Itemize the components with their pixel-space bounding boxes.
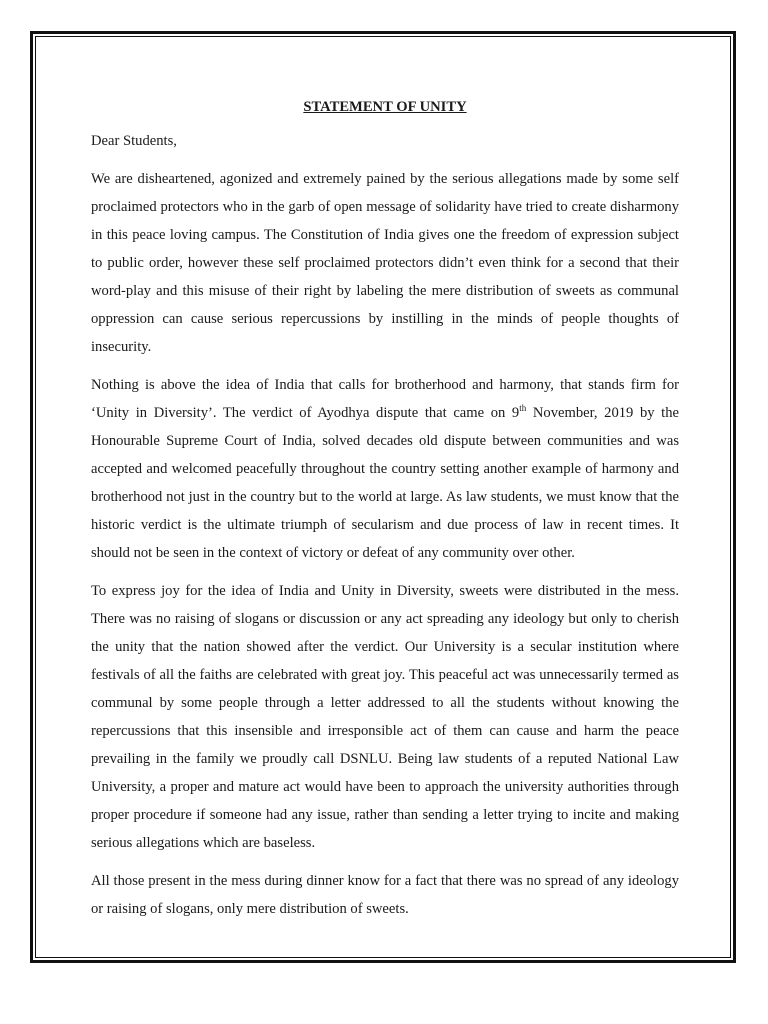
- document-body: [91, 93, 679, 933]
- document-title: STATEMENT OF UNITY: [303, 99, 467, 115]
- paragraph-2: [91, 371, 679, 567]
- salutation: Dear Students,: [91, 133, 177, 149]
- paragraph-1: We are disheartened, agonized and extremely pained by the serious allegations made by some self proclaimed protectors who in the garb of open message of solidarity have tried to create disharmony in this peace loving campus. The Constitution of India gives one the freedom of expression subject to public order, however these self proclaimed protectors didn’t even think for a second that their word-play and this misuse of their right by labeling the mere distribution of sweets as communal oppression can cause serious repercussions by instilling in the minds of people thoughts of insecurity.: [91, 171, 679, 355]
- paragraph-3: To express joy for the idea of India and Unity in Diversity, sweets were distributed in the mess. There was no raising of slogans or discussion or any act spreading any ideology but only to cherish the unity that the nation showed after the verdict. Our University is a secular institution where festivals of all the faiths are celebrated with great joy. This peaceful act was unnecessarily termed as communal by some people through a letter addressed to all the students without knowing the repercussions that this insensible and irresponsible act of them can cause and harm the peace prevailing in the family we proudly call DSNLU. Being law students of a reputed National Law University, a proper and mature act would have been to approach the university authorities through proper procedure if someone had any issue, rather than sending a letter trying to incite and making serious allegations which are baseless.: [91, 583, 679, 851]
- ordinal-suffix: th: [519, 403, 527, 414]
- paragraph-2-text-before: Nothing is above the idea of India that calls for brotherhood and harmony, that stands firm for ‘Unity in Diversity’. The verdict of Ayodhya dispute that came on 9: [91, 377, 679, 421]
- paragraph-4: All those present in the mess during dinner know for a fact that there was no spread of any ideology or raising of slogans, only mere distribution of sweets.: [91, 873, 679, 917]
- paragraph-2-text-after: November, 2019 by the Honourable Supreme Court of India, solved decades old dispute between communities and was accepted and welcomed peacefully throughout the country setting another example of harmony and brotherhood not just in the country but to the world at large. As law students, we must know that the historic verdict is the ultimate triumph of secularism and due process of law in recent times. It should not be seen in the context of victory or defeat of any community over other.: [91, 405, 679, 561]
